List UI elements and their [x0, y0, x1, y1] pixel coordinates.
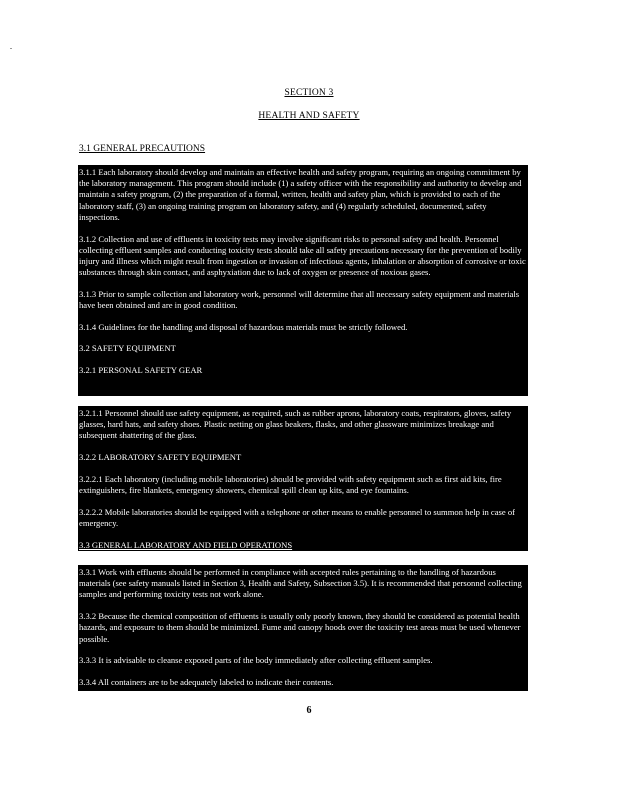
highlight-block-3: [78, 565, 528, 691]
paragraph-3-1-4: 3.1.4 Guidelines for the handling and disposal of hazardous materials must be strictly followed.: [79, 321, 408, 332]
highlight-block-2: [78, 406, 528, 551]
personal-safety-gear-heading: 3.2.1 PERSONAL SAFETY GEAR: [79, 365, 203, 376]
paragraph-3-1-1: 3.1.1 Each laboratory should develop and maintain an effective health and safety program, requiring an ongoing commitment by the laboratory management. This program should include (1) a safety officer with the responsibility and authority to develop and maintain a safety program, (2) the preparation of a formal, written, health and safety plan, which is provided to each of the laboratory staff, (3) an ongoing training program on laboratory safety, and (4) regularly scheduled, documented, safety inspections.: [79, 167, 522, 222]
paragraph-3-1-3: 3.1.3 Prior to sample collection and laboratory work, personnel will determine that all necessary safety equipment and materials have been obtained and are in good condition.: [79, 288, 520, 311]
section-title: HEALTH AND SAFETY: [258, 111, 360, 121]
laboratory-safety-equipment-heading: 3.2.2 LABORATORY SAFETY EQUIPMENT: [79, 452, 242, 463]
paragraph-3-3-2: 3.3.2 Because the chemical composition of effluents is usually only poorly known, they should be considered as potential health hazards, and exposure to them should be minimized. Fume and canopy hoods over the toxicity test areas must be used whenever possible.: [79, 611, 521, 644]
paragraph-3-1-2: 3.1.2 Collection and use of effluents in toxicity tests may involve significant risks to personal safety and health. Personnel collecting effluent samples and conducting toxicity tests should take all safety precautions necessary for the prevention of bodily injury and illness which might result from ingestion or invasion of infectious agents, inhalation or absorption of corrosive or toxic substances through skin contact, and asphyxiation due to lack of oxygen or presence of noxious gases.: [79, 233, 526, 278]
paragraph-3-3-1: 3.3.1 Work with effluents should be performed in compliance with accepted rules pertaining to the handling of hazardous materials (see safety manuals listed in Section 3, Health and Safety, Subsection 3.5). It is recommended that personnel collecting samples and performing toxicity tests not work alone.: [79, 567, 522, 600]
highlight-block-1: [78, 165, 528, 396]
paragraph-3-3-4: 3.3.4 All containers are to be adequately labeled to indicate their contents.: [79, 676, 334, 687]
scan-speck: [10, 48, 12, 49]
safety-equipment-heading: 3.2 SAFETY EQUIPMENT: [79, 343, 176, 354]
section-number: SECTION 3: [284, 88, 334, 98]
operations-heading: 3.3 GENERAL LABORATORY AND FIELD OPERATIONS: [79, 539, 293, 550]
paragraph-3-3-3: 3.3.3 It is advisable to cleanse exposed parts of the body immediately after collecting effluent samples.: [79, 655, 433, 666]
paragraph-3-2-1-1: 3.2.1.1 Personnel should use safety equipment, as required, such as rubber aprons, laboratory coats, respirators, gloves, safety glasses, hard hats, and safety shoes. Plastic netting on glass beakers, flasks, and other glassware minimizes breakage and subsequent shattering of the glass.: [79, 408, 512, 441]
general-precautions-heading: 3.1 GENERAL PRECAUTIONS: [79, 144, 206, 154]
paragraph-3-2-2-1: 3.2.2.1 Each laboratory (including mobile laboratories) should be provided with safety equipment such as first aid kits, fire extinguishers, fire blankets, emergency showers, chemical spill clean up kits, and eye fountains.: [79, 473, 502, 496]
paragraph-3-2-2-2: 3.2.2.2 Mobile laboratories should be equipped with a telephone or other means to enable personnel to summon help in case of emergency.: [79, 506, 516, 528]
page-number: 6: [306, 705, 312, 716]
